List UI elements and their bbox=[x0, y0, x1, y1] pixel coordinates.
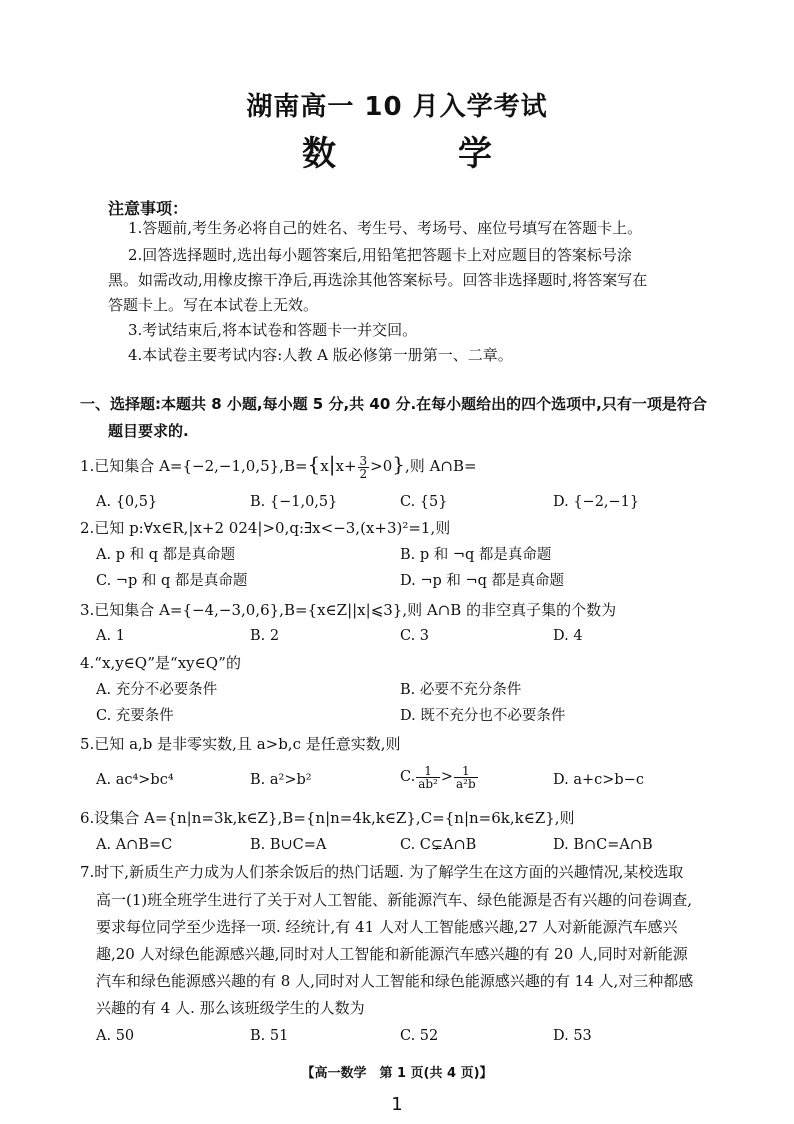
q6-option-c: C. C⊊A∩B bbox=[400, 837, 477, 853]
q6-option-d: D. B∩C=A∩B bbox=[553, 837, 653, 853]
q1-stem-var: x bbox=[320, 457, 329, 475]
q5-option-c-gt: > bbox=[440, 769, 453, 785]
q6-option-a: A. A∩B=C bbox=[96, 837, 173, 853]
q5-fraction-2-den: a²b bbox=[456, 776, 476, 791]
q1-stem-tail: ,则 A∩B= bbox=[405, 457, 477, 475]
q4-option-b: B. 必要不充分条件 bbox=[400, 682, 522, 698]
q1-option-c: C. {5} bbox=[400, 494, 448, 510]
section-header-line-2: 题目要求的. bbox=[108, 422, 189, 440]
question-7-line-4: 趣,20 人对绿色能源感兴趣,同时对人工智能和新能源汽车感兴趣的有 20 人,同时对新能源 bbox=[96, 945, 688, 963]
q1-bar: | bbox=[328, 452, 336, 476]
q7-option-b: B. 51 bbox=[250, 1028, 289, 1044]
question-7-line-1: 7.时下,新质生产力成为人们茶余饭后的热门话题. 为了解学生在这方面的兴趣情况,某校选取 bbox=[80, 863, 684, 881]
q1-fraction-num: 3 bbox=[359, 453, 368, 468]
question-7-line-3: 要求每位同学至少选择一项. 经统计,有 41 人对人工智能感兴趣,27 人对新能源汽车感兴 bbox=[96, 918, 678, 936]
question-6-stem: 6.设集合 A={n|n=3k,k∈Z},B={n|n=4k,k∈Z},C={n|n=6k,k∈Z},则 bbox=[80, 809, 575, 827]
q1-stem-part: 1.已知集合 A={−2,−1,0,5},B= bbox=[80, 457, 308, 475]
q4-option-c: C. 充要条件 bbox=[96, 708, 174, 724]
q7-option-c: C. 52 bbox=[400, 1028, 439, 1044]
q6-option-b: B. B∪C=A bbox=[250, 837, 327, 853]
q2-option-c: C. ¬p 和 q 都是真命题 bbox=[96, 573, 248, 589]
question-7-line-6: 兴趣的有 4 人. 那么该班级学生的人数为 bbox=[96, 999, 365, 1017]
notice-line-4: 答题卡上。写在本试卷上无效。 bbox=[108, 296, 319, 314]
question-7-line-5: 汽车和绿色能源感兴趣的有 8 人,同时对人工智能和绿色能源感兴趣的有 14 人,对三种都感 bbox=[96, 972, 694, 990]
question-2-stem: 2.已知 p:∀x∈R,|x+2 024|>0,q:∃x<−3,(x+3)²=1,则 bbox=[80, 519, 451, 537]
q5-option-a: A. ac⁴>bc⁴ bbox=[96, 772, 174, 788]
q5-fraction-2-num: 1 bbox=[454, 765, 478, 778]
q5-option-b: B. a²>b² bbox=[250, 772, 312, 788]
notice-line-2: 2.回答选择题时,选出每小题答案后,用铅笔把答题卡上对应题目的答案标号涂 bbox=[128, 246, 632, 264]
q7-option-d: D. 53 bbox=[553, 1028, 592, 1044]
q3-option-d: D. 4 bbox=[553, 628, 583, 644]
q1-option-b: B. {−1,0,5} bbox=[250, 494, 338, 510]
exam-title: 湖南高一 10 月入学考试 bbox=[246, 92, 548, 122]
q5-option-c bbox=[400, 762, 479, 792]
q5-fraction-2 bbox=[454, 765, 478, 790]
q5-option-c-label: C. bbox=[400, 769, 416, 785]
q3-option-a: A. 1 bbox=[96, 628, 125, 644]
q3-option-b: B. 2 bbox=[250, 628, 280, 644]
notice-line-5: 3.考试结束后,将本试卷和答题卡一并交回。 bbox=[128, 321, 418, 339]
q1-brace-close: } bbox=[392, 452, 406, 476]
q4-option-d: D. 既不充分也不必要条件 bbox=[400, 708, 566, 724]
question-4-stem: 4.“x,y∈Q”是“xy∈Q”的 bbox=[80, 654, 241, 672]
q1-brace-open: { bbox=[307, 452, 321, 476]
q1-option-a: A. {0,5} bbox=[96, 494, 158, 510]
question-1-stem bbox=[80, 454, 477, 480]
q1-stem-expr: x+ bbox=[335, 457, 357, 475]
question-3-stem: 3.已知集合 A={−4,−3,0,6},B={x∈Z||x|⩽3},则 A∩B 的非空真子集的个数为 bbox=[80, 601, 617, 619]
notice-heading: 注意事项： bbox=[108, 199, 189, 218]
q7-option-a: A. 50 bbox=[96, 1028, 135, 1044]
page-footer: 【高一数学 第 1 页(共 4 页)】 bbox=[301, 1066, 493, 1081]
section-header-line-1: 一、选择题:本题共 8 小题,每小题 5 分,共 40 分.在每小题给出的四个选项中,只有一项是符合 bbox=[80, 395, 707, 413]
q5-fraction-1-den: ab² bbox=[418, 776, 438, 791]
page-number: 1 bbox=[391, 1094, 403, 1115]
q3-option-c: C. 3 bbox=[400, 628, 430, 644]
q1-fraction-den: 2 bbox=[359, 466, 368, 481]
subject-title: 数 学 bbox=[302, 134, 536, 174]
q2-option-a: A. p 和 q 都是真命题 bbox=[96, 547, 236, 563]
q2-option-d: D. ¬p 和 ¬q 都是真命题 bbox=[400, 573, 565, 589]
q2-option-b: B. p 和 ¬q 都是真命题 bbox=[400, 547, 552, 563]
q5-option-d: D. a+c>b−c bbox=[553, 772, 644, 788]
notice-line-3: 黑。如需改动,用橡皮擦干净后,再选涂其他答案标号。回答非选择题时,将答案写在 bbox=[108, 271, 648, 289]
q5-fraction-1-num: 1 bbox=[416, 765, 440, 778]
question-5-stem: 5.已知 a,b 是非零实数,且 a>b,c 是任意实数,则 bbox=[80, 735, 401, 753]
q1-option-d: D. {−2,−1} bbox=[553, 494, 640, 510]
notice-line-6: 4.本试卷主要考试内容:人教 A 版必修第一册第一、二章。 bbox=[128, 346, 513, 364]
q4-option-a: A. 充分不必要条件 bbox=[96, 682, 218, 698]
q1-stem-ineq: >0 bbox=[370, 457, 393, 475]
q5-fraction-1 bbox=[416, 765, 440, 790]
notice-line-1: 1.答题前,考生务必将自己的姓名、考生号、考场号、座位号填写在答题卡上。 bbox=[128, 219, 643, 237]
question-7-line-2: 高一(1)班全班学生进行了关于对人工智能、新能源汽车、绿色能源是否有兴趣的问卷调查, bbox=[96, 891, 693, 909]
q1-fraction bbox=[358, 455, 370, 480]
